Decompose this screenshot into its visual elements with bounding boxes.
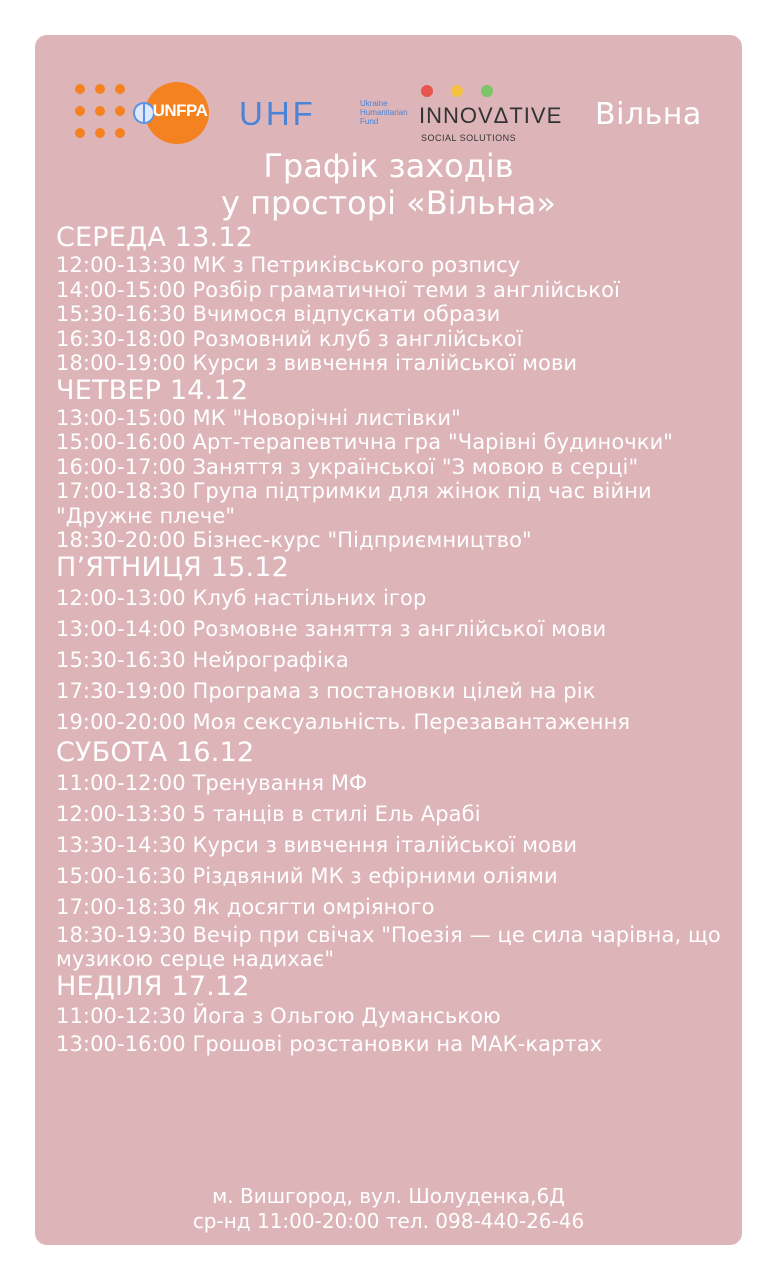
event-item: 15:30-16:30 Нейрографіка xyxy=(56,647,349,672)
event-item: 15:00-16:30 Різдвяний МК з ефірними оліями xyxy=(56,863,558,888)
innovative-logo xyxy=(419,85,569,147)
event-item: 16:00-17:00 Заняття з української "З мовою в серці" xyxy=(56,454,639,479)
event-item: 17:30-19:00 Програма з постановки цілей на рік xyxy=(56,678,596,703)
event-item: 12:00-13:30 5 танців в стилі Ель Арабі xyxy=(56,801,481,826)
day-heading: НЕДІЛЯ 17.12 xyxy=(56,970,250,1002)
event-item: 14:00-15:00 Розбір граматичної теми з англійської xyxy=(56,277,620,302)
event-item: 17:00-18:30 Як досягти омріяного xyxy=(56,894,435,919)
day-block-saturday xyxy=(56,738,736,972)
green-dot-icon xyxy=(481,85,493,97)
event-item: 11:00-12:00 Тренування МФ xyxy=(56,770,368,795)
unfpa-logo xyxy=(75,82,210,144)
event-item: 18:30-20:00 Бізнес-курс "Підприємництво" xyxy=(56,528,532,552)
yellow-dot-icon xyxy=(451,85,463,97)
page-title-line-1: Графік заходів xyxy=(263,147,514,185)
event-item: 13:00-16:00 Грошові розстановки на МАК-картах xyxy=(56,1031,603,1056)
day-heading: П’ЯТНИЦЯ 15.12 xyxy=(56,551,290,583)
footer-hours-phone: ср-нд 11:00-20:00 тел. 098-440-26-46 xyxy=(192,1209,585,1233)
vilna-logo: Вільна xyxy=(595,97,702,132)
uhf-logo-text: UHF xyxy=(239,95,316,132)
event-item: 18:00-19:00 Курси з вивчення італійської мови xyxy=(56,351,578,375)
day-block-sunday xyxy=(56,972,736,1058)
day-heading: СЕРЕДА 13.12 xyxy=(56,222,254,253)
event-item: 11:00-12:30 Йога з Ольгою Думанською xyxy=(56,1003,501,1028)
day-block-thursday xyxy=(56,376,736,553)
event-item: 12:00-13:00 Клуб настільних ігор xyxy=(56,585,427,610)
event-item: 18:30-19:30 Вечір при свічах "Поезія — це сила чарівна, що музикою серце надихає" xyxy=(56,922,721,971)
event-item: 13:00-15:00 МК "Новорічні листівки" xyxy=(56,405,461,430)
poster-card xyxy=(35,35,742,1245)
event-item: 12:00-13:30 МК з Петриківського розпису xyxy=(56,253,521,277)
day-block-friday xyxy=(56,553,736,738)
event-item: 13:30-14:30 Курси з вивчення італійської мови xyxy=(56,832,578,857)
event-item: 13:00-14:00 Розмовне заняття з англійської мови xyxy=(56,616,607,641)
page-title-line-2: у просторі «Вільна» xyxy=(221,184,556,222)
day-heading: ЧЕТВЕР 14.12 xyxy=(56,374,249,406)
innovative-logo-subtitle: SOCIAL SOLUTIONS xyxy=(421,133,517,143)
event-item: 19:00-20:00 Моя сексуальність. Перезавантаження xyxy=(56,709,631,734)
event-item: 15:30-16:30 Вчимося відпускати образи xyxy=(56,302,501,326)
unfpa-logo-text: UNFPA xyxy=(152,101,208,120)
innovative-logo-text: INNOVΔTIVE xyxy=(419,103,563,128)
red-dot-icon xyxy=(421,85,433,97)
footer-address: м. Вишгород, вул. Шолуденка,6Д xyxy=(212,1184,565,1208)
schedule xyxy=(56,223,736,1058)
day-block-wednesday xyxy=(56,223,736,376)
event-item: 16:30-18:00 Розмовний клуб з англійської xyxy=(56,326,523,351)
day-heading: СУБОТА 16.12 xyxy=(56,736,255,768)
partner-logos xyxy=(35,35,742,155)
uhf-logo-subtitle: Ukraine Humanitarian Fund xyxy=(360,99,408,126)
event-item: 15:00-16:00 Арт-терапевтична гра "Чарівні будиночки" xyxy=(56,430,674,454)
event-item: 17:00-18:30 Група підтримки для жінок під час війни "Дружнє плече" xyxy=(56,479,652,528)
